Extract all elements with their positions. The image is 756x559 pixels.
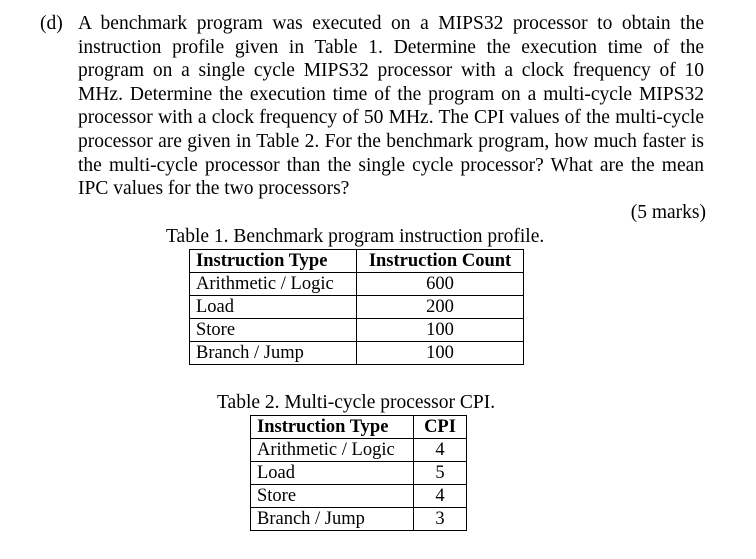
instruction-type-cell: Load [190,296,357,319]
instruction-type-cell: Branch / Jump [190,342,357,365]
table-header-cell: Instruction Count [357,250,524,273]
instruction-type-cell: Branch / Jump [251,508,414,531]
marks-label: (5 marks) [630,202,706,223]
question-paragraph [40,12,706,201]
multicycle-cpi-table [250,415,467,531]
table-row [190,342,524,365]
instruction-type-cell: Store [251,485,414,508]
instruction-type-cell: Load [251,462,414,485]
instruction-type-cell: Store [190,319,357,342]
cpi-cell: 3 [414,508,467,531]
table-row [251,508,467,531]
cpi-cell: 4 [414,485,467,508]
table-header-row [251,416,467,439]
instruction-type-cell: Arithmetic / Logic [251,439,414,462]
question-text: A benchmark program was executed on a MIPS32 processor to obtain the instruction profile given in Table 1. Determine the execution time of the program on a single cycle MIPS32 processor with a clock frequency of 10 MHz. Determine the execution time of the program on a multi-cycle MIPS32 processor with a clock frequency of 50 MHz. The CPI values of the multi-cycle processor are given in Table 2. For the benchmark program, how much faster is the multi-cycle processor than the single cycle processor? What are the mean IPC values for the two processors? [78,13,704,200]
instruction-profile-table [189,249,524,365]
table1-caption: Table 1. Benchmark program instruction profile. [166,226,545,247]
instruction-count-cell: 200 [357,296,524,319]
table-header-cell: Instruction Type [251,416,414,439]
table2-caption: Table 2. Multi-cycle processor CPI. [217,392,496,413]
table-row [190,273,524,296]
table-row [190,319,524,342]
instruction-count-cell: 100 [357,342,524,365]
table-row [251,462,467,485]
instruction-count-cell: 600 [357,273,524,296]
instruction-type-cell: Arithmetic / Logic [190,273,357,296]
cpi-cell: 5 [414,462,467,485]
instruction-count-cell: 100 [357,319,524,342]
table-row [251,439,467,462]
cpi-cell: 4 [414,439,467,462]
table-header-row [190,250,524,273]
question-label: (d) [40,13,63,34]
table-row [190,296,524,319]
table-row [251,485,467,508]
table-header-cell: Instruction Type [190,250,357,273]
table-header-cell: CPI [414,416,467,439]
